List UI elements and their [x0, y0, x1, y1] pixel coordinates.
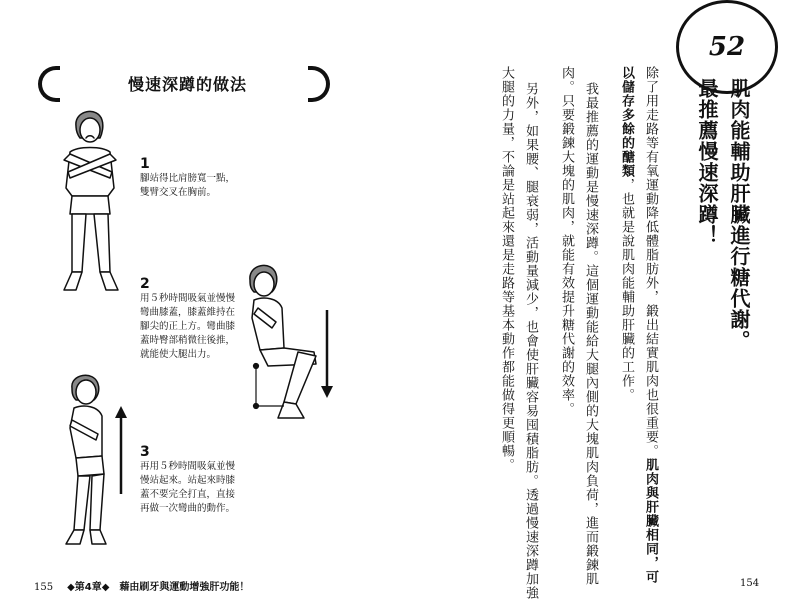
- figure-squatting: [238, 258, 322, 436]
- chapter-label: ◆第4章◆: [67, 582, 110, 593]
- body-col-1-part-2-bold: 肌肉與肝臟相同，可: [643, 458, 658, 584]
- step-1-text: 腳站得比肩膀寬一點， 雙臂交叉在胸前。: [140, 173, 236, 198]
- left-decorative-bracket: [38, 66, 60, 102]
- body-column-1: [642, 66, 658, 584]
- chapter-title: 藉由刷牙與運動增強肝功能！: [119, 582, 250, 593]
- figure-standing-arms-crossed: [50, 104, 130, 300]
- step-3-text: 再用５秒時間吸氣並慢 慢站起來。站起來時膝 蓋不要完全打直，直接 再做一次彎曲的動作。: [140, 461, 236, 514]
- step-2-text: 用５秒時間吸氣並慢慢 彎曲膝蓋，膝蓋維持在 腳尖的正上方。彎曲膝 蓋時臀部稍微往後推， 就能使大腿出力。: [140, 293, 236, 360]
- arrow-down-icon: [320, 308, 334, 400]
- body-column-3: [582, 82, 598, 586]
- body-col-5-text: 另外，如果腰、腿衰弱，活動量減少，也會使肝臟容易囤積脂肪。透過慢速深蹲加強: [523, 82, 538, 600]
- body-column-5: [522, 82, 538, 600]
- left-page-footer: [34, 578, 249, 593]
- body-col-6-text: 大腿的力量，不論是站起來還是走路等基本動作都能做得更順暢。: [499, 66, 514, 472]
- right-decorative-bracket: [308, 66, 330, 102]
- right-page-number: 154: [740, 578, 760, 589]
- badge-number: 52: [708, 32, 746, 62]
- body-col-1-part-1: 除了用走路等有氧運動降低體脂肪外，鍛出結實肌肉也很重要。: [643, 66, 658, 458]
- headline-line-2: 最推薦慢速深蹲！: [695, 78, 719, 246]
- step-1-number: 1: [140, 156, 150, 172]
- arrow-up-icon: [114, 404, 128, 496]
- step-3-number: 3: [140, 444, 150, 460]
- headline-line-1: 肌肉能輔助肝臟進行糖代謝。: [727, 78, 751, 351]
- body-col-4-text: 肉。只要鍛鍊大塊的肌肉，就能有效提升糖代謝的效率。: [559, 66, 574, 416]
- body-col-2-part-1-bold: 以儲存多餘的醣類: [619, 66, 634, 178]
- body-column-6: [498, 66, 514, 472]
- body-column-4: [558, 66, 574, 416]
- body-col-2-part-2: ，也就是說肌肉能輔助肝臟的工作。: [619, 178, 634, 402]
- body-column-2: [618, 66, 634, 402]
- section-title: 慢速深蹲的做法: [128, 75, 248, 94]
- body-col-3-text: 我最推薦的運動是慢速深蹲。這個運動能給大腿內側的大塊肌肉負荷，進而鍛鍊肌: [583, 82, 598, 586]
- left-page-number: 155: [34, 582, 54, 593]
- figure-standing-up: [58, 368, 120, 552]
- step-2-number: 2: [140, 276, 150, 292]
